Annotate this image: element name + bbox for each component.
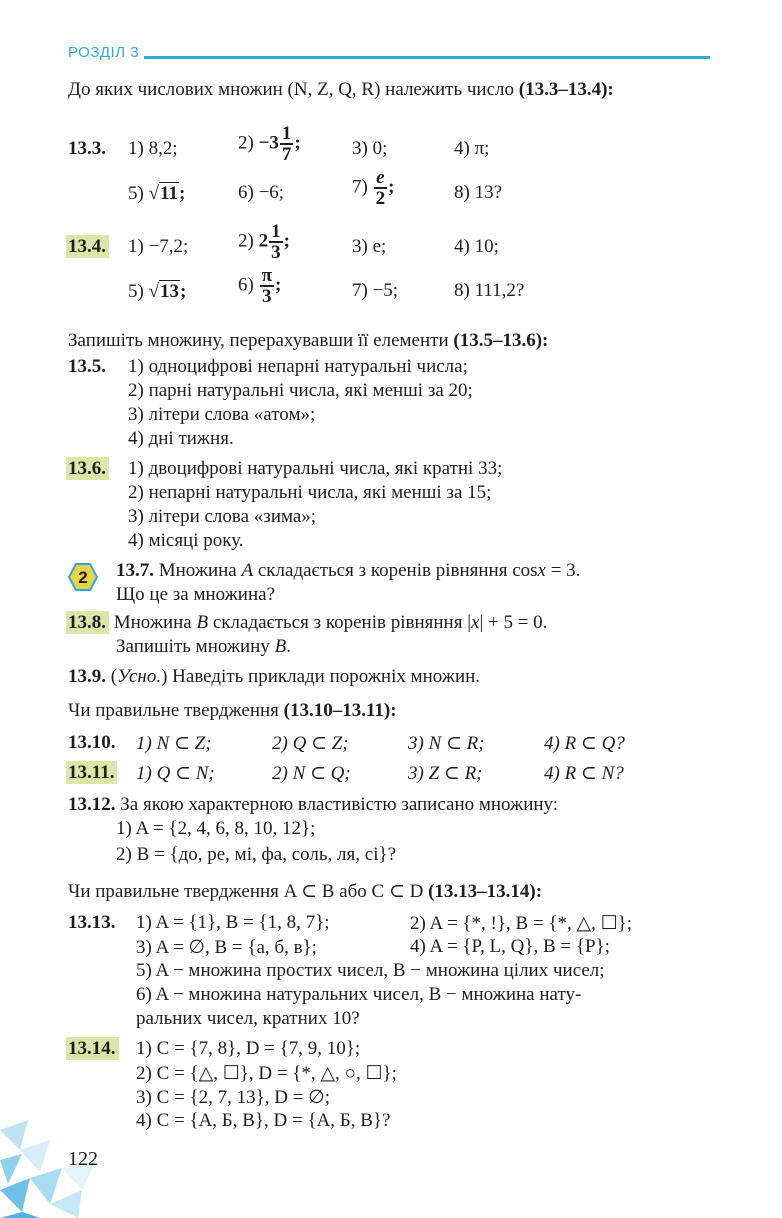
text: (: [106, 666, 118, 687]
item-13-4-7: 7) −5;: [352, 280, 399, 301]
denominator: 2: [375, 188, 386, 209]
item-13-11-4: 4) R ⊂ N?: [544, 763, 624, 784]
exercise-13-14-number: [68, 1038, 119, 1060]
fraction: [280, 124, 294, 164]
exercise-13-8-number: 13.8.: [66, 611, 109, 634]
item-13-11-1: 1) Q ⊂ N;: [136, 763, 215, 784]
text: Множина: [158, 560, 242, 581]
numerator: 1: [271, 221, 281, 242]
exercise-13-9: [68, 666, 480, 688]
text: | + 5 = 0.: [479, 612, 548, 633]
item-13-3-5: [128, 182, 185, 205]
denominator: 7: [281, 144, 292, 165]
item-13-10-2: 2) Q ⊂ Z;: [272, 733, 349, 754]
intro-13-13-13-14: [68, 880, 542, 903]
item-13-13-2: 2) A = {*, !}, B = {*, △, ☐};: [410, 913, 633, 934]
highlight-number: 13.4.: [66, 235, 109, 258]
intro-13-3-13-4: [68, 78, 710, 102]
intro-text: До яких числових множин (N, Z, Q, R) належить число: [68, 79, 515, 100]
fraction: [260, 266, 274, 306]
item-13-3-8: 8) 13?: [454, 182, 503, 203]
item-13-10-3: 3) N ⊂ R;: [408, 733, 485, 754]
item-13-4-1: 1) −7,2;: [128, 236, 189, 257]
item-13-3-2: [238, 124, 301, 164]
item-13-3-1: 1) 8,2;: [128, 138, 178, 159]
page-number: 122: [68, 1148, 98, 1170]
item-label: 6): [238, 274, 259, 296]
intro-range: (13.5–13.6):: [453, 330, 549, 351]
item-13-6-4: 4) місяці року.: [128, 530, 244, 551]
variable: x: [537, 560, 546, 581]
mixed-whole: −3: [258, 132, 279, 154]
item-13-13-1: 1) A = {1}, B = {1, 8, 7};: [136, 912, 330, 933]
exercise-13-10-number: 13.10.: [68, 732, 116, 753]
item-label: 2): [238, 230, 259, 252]
punct: ;: [180, 281, 187, 302]
item-13-14-3: 3) C = {2, 7, 13}, D = ∅;: [136, 1087, 330, 1108]
item-13-13-3: 3) A = ∅, B = {а, б, в};: [136, 937, 317, 958]
item-13-6-2: 2) непарні натуральні числа, які менші за 15;: [128, 482, 492, 503]
exercise-13-7-line2: Що це за множина?: [116, 584, 276, 605]
intro-text: Чи правильне твердження: [68, 700, 279, 721]
item-13-3-3: 3) 0;: [352, 138, 388, 159]
item-13-5-1: 1) одноцифрові непарні натуральні числа;: [128, 356, 468, 377]
item-13-3-7: [352, 168, 394, 208]
fraction: [269, 222, 283, 262]
svg-text:2: 2: [78, 568, 88, 587]
item-13-13-5: 5) A − множина простих чисел, B − множина цілих чисел;: [136, 960, 605, 981]
punct: ;: [294, 132, 301, 154]
item-label: 2): [238, 132, 259, 154]
fraction: [374, 168, 388, 208]
intro-text: Чи правильне твердження A ⊂ B або C ⊂ D: [68, 881, 424, 902]
oral-marker: Усно.: [117, 666, 162, 687]
difficulty-level-badge: [68, 563, 98, 591]
text: складається з коренів рівняння cos: [253, 560, 538, 581]
intro-range: (13.13–13.14):: [428, 881, 543, 902]
text: За якою характерною властивістю записано множину:: [115, 794, 559, 815]
punct: ;: [283, 230, 290, 252]
sqrt-sign: √: [148, 281, 160, 302]
highlight-number: 13.14.: [66, 1037, 119, 1060]
numerator: 1: [281, 123, 292, 144]
level-2-icon: [68, 563, 98, 591]
denominator: 3: [262, 286, 272, 307]
item-13-5-2: 2) парні натуральні числа, які менші за 20;: [128, 380, 473, 401]
header-rule: [144, 56, 710, 59]
variable: B: [274, 636, 287, 657]
item-label: 7): [352, 176, 373, 198]
numerator: π: [261, 265, 272, 286]
item-label: 5): [128, 183, 149, 204]
exercise-13-9-number: 13.9.: [68, 666, 106, 687]
intro-13-10-13-11: [68, 700, 397, 722]
item-13-12-2: 2) B = {до, ре, мі, фа, соль, ля, сі}?: [116, 844, 397, 865]
exercise-13-8-line1: [68, 612, 547, 634]
punct: ;: [275, 274, 282, 296]
text: .: [286, 636, 291, 657]
punct: ;: [178, 183, 186, 204]
text: ): [161, 666, 168, 687]
text: складається з коренів рівняння |: [208, 612, 471, 633]
exercise-13-6-number: [68, 458, 109, 480]
variable: x: [471, 612, 480, 633]
section-header: РОЗДІЛ 3: [68, 44, 140, 61]
numerator: e: [374, 168, 388, 189]
item-13-11-2: 2) N ⊂ Q;: [272, 763, 351, 784]
item-13-3-6: 6) −6;: [238, 182, 285, 203]
exercise-13-3-number: 13.3.: [68, 138, 106, 159]
exercise-13-13-number: 13.13.: [68, 912, 116, 933]
variable: B: [196, 612, 209, 633]
item-13-14-4: 4) C = {A, Б, B}, D = {A, Б, B}?: [136, 1110, 391, 1131]
item-13-4-6: [238, 266, 281, 306]
item-13-12-1: 1) A = {2, 4, 6, 8, 10, 12};: [116, 818, 316, 839]
exercise-13-7-line1: [116, 560, 580, 582]
intro-13-5-13-6: [68, 330, 548, 352]
intro-range: (13.10–13.11):: [283, 700, 397, 721]
highlight-number: 13.11.: [66, 761, 117, 784]
punct: ;: [388, 176, 395, 198]
text: = 3.: [545, 560, 581, 581]
item-13-6-1: 1) двоцифрові натуральні числа, які кратні 33;: [128, 458, 503, 479]
radicand: 13: [160, 281, 180, 302]
item-13-4-4: 4) 10;: [454, 236, 499, 257]
denominator: 3: [271, 242, 281, 263]
item-13-4-3: 3) e;: [352, 236, 387, 257]
item-13-6-3: 3) літери слова «зима»;: [128, 506, 317, 527]
item-13-4-2: [238, 222, 290, 262]
variable: A: [241, 560, 254, 581]
text: Наведіть приклади порожніх множин.: [167, 666, 481, 687]
item-13-11-3: 3) Z ⊂ R;: [408, 763, 483, 784]
highlight-number: 13.6.: [66, 457, 109, 480]
mixed-whole: 2: [258, 230, 269, 252]
sqrt-sign: √: [148, 183, 160, 204]
item-13-10-1: 1) N ⊂ Z;: [136, 733, 212, 754]
intro-text: Запишіть множину, перерахувавши її елементи: [68, 330, 449, 351]
item-13-4-8: 8) 111,2?: [454, 280, 525, 301]
text: Запишіть множину: [116, 636, 275, 657]
item-13-5-4: 4) дні тижня.: [128, 428, 234, 449]
radicand: 11: [160, 183, 178, 204]
item-13-13-4: 4) A = {P, L, Q}, B = {P};: [410, 936, 610, 957]
exercise-13-5-number: 13.5.: [68, 356, 106, 377]
exercise-13-7-number: 13.7.: [116, 560, 154, 581]
exercise-13-12-number: 13.12.: [68, 794, 116, 815]
item-13-13-6: 6) A − множина натуральних чисел, B − множина нату-: [136, 984, 582, 1005]
item-label: 5): [128, 281, 149, 302]
intro-range: (13.3–13.4):: [518, 79, 614, 100]
exercise-13-12-title: [68, 794, 558, 816]
item-13-13-6-cont: ральних чисел, кратних 10?: [136, 1008, 360, 1029]
item-13-14-1: 1) C = {7, 8}, D = {7, 9, 10};: [136, 1038, 361, 1059]
item-13-5-3: 3) літери слова «атом»;: [128, 404, 316, 425]
exercise-13-11-number: [68, 762, 117, 784]
item-13-3-4: 4) π;: [454, 138, 490, 159]
text: Множина: [113, 612, 197, 633]
exercise-13-8-line2: [116, 636, 291, 658]
item-13-14-2: 2) C = {△, ☐}, D = {*, △, ○, ☐};: [136, 1063, 397, 1084]
exercise-13-4-number: [68, 236, 109, 258]
item-13-4-5: [128, 280, 186, 303]
item-13-10-4: 4) R ⊂ Q?: [544, 733, 625, 754]
